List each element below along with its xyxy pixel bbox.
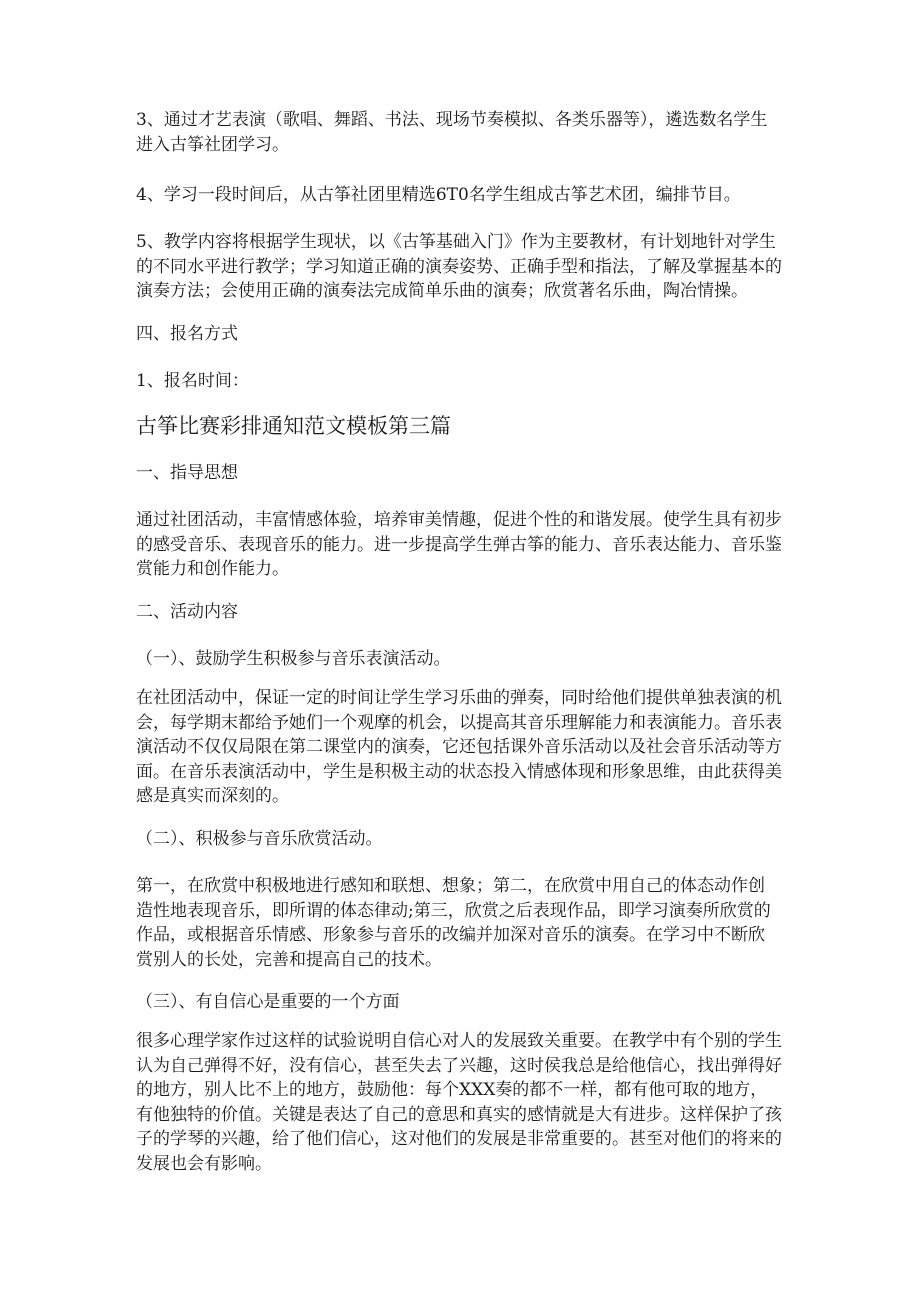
- text-line: 发展也会有影响。: [136, 1153, 272, 1174]
- text-line: 很多心理学家作过这样的试验说明自信心对人的发展致关重要。在教学中有个别的学生: [136, 1031, 782, 1051]
- paragraph: [136, 600, 786, 625]
- paragraph: [136, 647, 786, 672]
- text-line: 感是真实而深刻的。: [136, 786, 289, 806]
- text-line: 会，每学期末都给予她们一个观摩的机会，以提高其音乐理解能力和表演能力。音乐表: [136, 712, 782, 733]
- text-line: 认为自己弹得不好，没有信心，甚至失去了兴趣，这时侯我总是给他信心，找出弹得好: [136, 1055, 782, 1076]
- text-line: （一）、鼓励学生积极参与音乐表演活动。: [136, 649, 451, 669]
- paragraph: [136, 369, 786, 394]
- text-line: 二、活动内容: [136, 602, 238, 622]
- text-line: 进入古筝社团学习。: [136, 134, 289, 155]
- paragraph: [136, 461, 786, 486]
- text-line: 一、指导思想: [136, 463, 238, 483]
- paragraph: [136, 108, 786, 157]
- text-line: 子的学琴的兴趣，给了他们信心，这对他们的发展是非常重要的。甚至对他们的将来的: [136, 1129, 782, 1149]
- text-line: 第一，在欣赏中积极地进行感知和联想、想象；第二，在欣赏中用自己的体态动作创: [136, 876, 765, 896]
- text-line: 3、通过才艺表演（歌唱、舞蹈、书法、现场节奏模拟、各类乐器等），遴选数名学生: [136, 110, 768, 130]
- text-line: 演活动不仅仅局限在第二课堂内的演奏，它还包括课外音乐活动以及社会音乐活动等方: [136, 737, 782, 757]
- paragraph: [136, 1029, 786, 1176]
- text-line: 1、报名时间：: [136, 371, 249, 391]
- text-line: 赏别人的长处，完善和提高自己的技术。: [136, 949, 442, 970]
- text-line: 的不同水平进行教学；学习知道正确的演奏姿势、正确手型和指法，了解及掌握基本的: [136, 256, 782, 277]
- paragraph: [136, 990, 786, 1015]
- text-line: 古筝比赛彩排通知范文模板第三篇: [136, 414, 451, 438]
- paragraph: [136, 230, 786, 304]
- text-line: 在社团活动中，保证一定的时间让学生学习乐曲的弹奏，同时给他们提供单独表演的机: [136, 688, 782, 708]
- text-line: 的地方，别人比不上的地方，鼓励他：每个XXX奏的都不一样，都有他可取的地方，: [136, 1080, 768, 1100]
- paragraph: [136, 508, 786, 582]
- text-line: 4、学习一段时间后，从古筝社团里精选6T0名学生组成古筝艺术团，编排节目。: [136, 185, 741, 205]
- text-line: （二）、积极参与音乐欣赏活动。: [136, 829, 383, 849]
- text-line: 作品，或根据音乐情感、形象参与音乐的改编并加深对音乐的演奏。在学习中不断欣: [136, 925, 765, 945]
- text-line: 赏能力和创作能力。: [136, 559, 289, 579]
- text-line: 造性地表现音乐，即所谓的体态律动;第三，欣赏之后表现作品，即学习演奏所欣赏的: [136, 900, 771, 921]
- section-title: [136, 412, 786, 440]
- text-line: 的感受音乐、表现音乐的能力。进一步提高学生弹古筝的能力、音乐表达能力、音乐鉴: [136, 534, 782, 555]
- text-line: 5、教学内容将根据学生现状，以《古筝基础入门》作为主要教材，有计划地针对学生: [136, 232, 776, 252]
- text-line: （三）、有自信心是重要的一个方面: [136, 992, 400, 1012]
- paragraph: [136, 874, 786, 972]
- paragraph: [136, 322, 786, 347]
- text-line: 有他独特的价值。关键是表达了自己的意思和真实的感情就是大有进步。这样保护了孩: [136, 1104, 782, 1125]
- text-line: 四、报名方式: [136, 324, 238, 344]
- text-line: 演奏方法；会使用正确的演奏法完成简单乐曲的演奏；欣赏著名乐曲，陶冶情操。: [136, 281, 748, 301]
- paragraph: [136, 827, 786, 852]
- paragraph: [136, 183, 786, 208]
- paragraph: [136, 686, 786, 809]
- text-line: 通过社团活动，丰富情感体验，培养审美情趣，促进个性的和谐发展。使学生具有初步: [136, 510, 782, 530]
- text-line: 面。在音乐表演活动中，学生是积极主动的状态投入情感体现和形象思维，由此获得美: [136, 761, 782, 782]
